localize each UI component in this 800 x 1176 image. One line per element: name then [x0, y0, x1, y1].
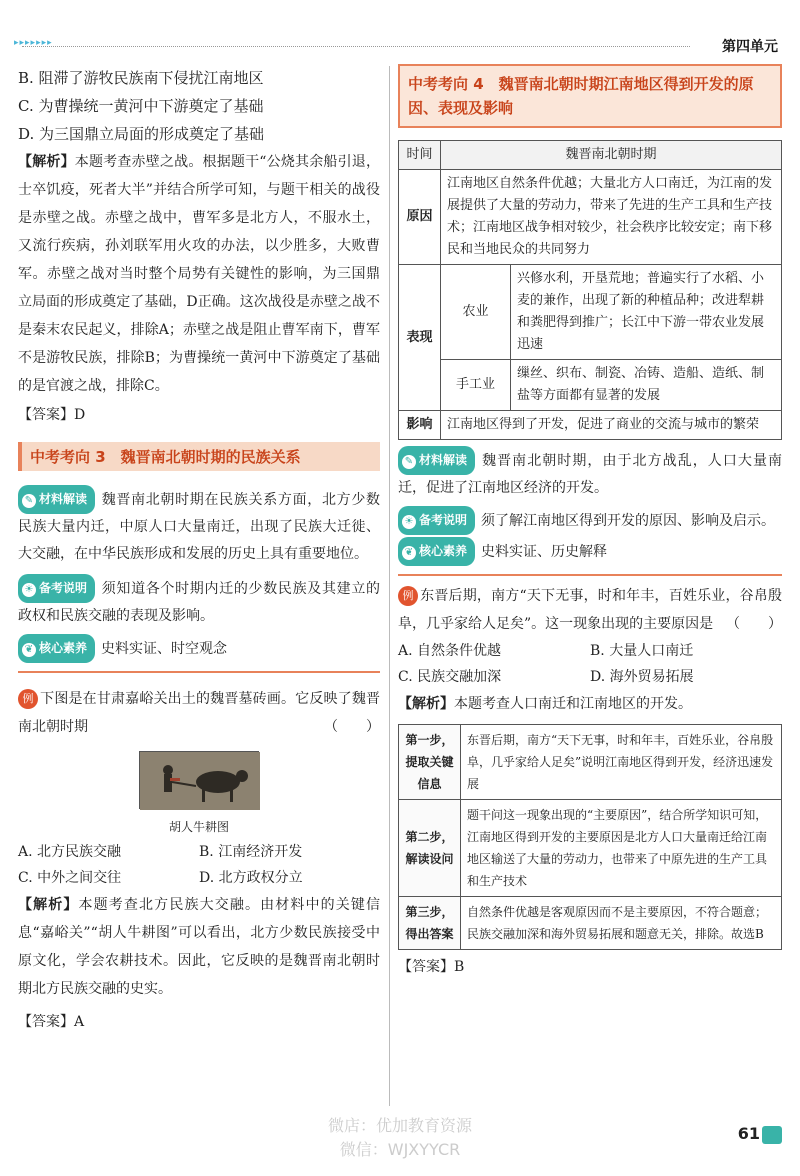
answer-4-value: B — [454, 959, 465, 975]
header-rule — [22, 46, 690, 47]
answer-1-label: 【答案】 — [18, 407, 74, 423]
example-question-3 — [18, 685, 380, 741]
answer-4 — [398, 956, 782, 976]
header-arrows: ▸▸▸▸▸▸▸ — [14, 38, 53, 48]
prep-pill-label: 备考说明 — [39, 581, 88, 595]
right-column — [398, 64, 782, 976]
step-row — [399, 725, 782, 800]
step-3-label: 第三步，得出答案 — [399, 897, 461, 950]
prev-option-c: C. 为曹操统一黄河中下游奠定了基础 — [18, 97, 264, 115]
material-pill-label: 材料解读 — [419, 453, 468, 467]
header-time: 时间 — [399, 141, 441, 170]
material-reading-4 — [398, 446, 782, 502]
step-row — [399, 800, 782, 897]
pen-icon: ✎ — [402, 455, 416, 469]
answer-1-value: D — [74, 407, 86, 423]
table-header-row — [399, 141, 782, 170]
leaf-icon: ❦ — [402, 546, 416, 560]
option-b: B. 江南经济开发 — [199, 844, 303, 860]
show-label: 表现 — [399, 265, 441, 411]
example-text: 东晋后期，南方“天下无事，时和年丰，百姓乐业，谷帛殷阜，几乎家给人足矣”。这一现象出现的主要原因是 — [398, 588, 782, 632]
step-2-text: 题干问这一现象出现的“主要原因”，结合所学知识可知，江南地区得到开发的主要原因是北方人口大量南迁给江南地区输送了大量的劳动力，也带来了中原先进的生产工具和生产技术 — [461, 800, 782, 897]
example-question-4 — [398, 582, 782, 638]
table-row-effect — [399, 411, 782, 440]
ox-plowing-image — [139, 751, 259, 809]
example-rule — [18, 671, 380, 673]
analysis-1 — [18, 148, 380, 400]
step-1-text: 东晋后期，南方“天下无事，时和年丰，百姓乐业，谷帛殷阜，几乎家给人足矣”说明江南地区得到开发，经济迅速发展 — [461, 725, 782, 800]
effect-label: 影响 — [399, 411, 441, 440]
material-pill — [18, 485, 95, 514]
agri-label: 农业 — [441, 265, 511, 360]
craft-label: 手工业 — [441, 360, 511, 411]
core-pill-label: 核心素养 — [39, 641, 88, 655]
analysis-2-label: 【解析】 — [18, 897, 79, 913]
answer-2 — [18, 1011, 380, 1031]
prep-note-3 — [18, 574, 380, 630]
core-pill — [18, 634, 95, 663]
material-text: 魏晋南北朝时期，由于北方战乱，人口大量南迁，促进了江南地区经济的开发。 — [398, 453, 782, 496]
example-badge: 例 — [398, 586, 418, 606]
answer-2-value: A — [74, 1014, 85, 1030]
header-period: 魏晋南北朝时期 — [441, 141, 782, 170]
lightbulb-icon: ☀ — [22, 583, 36, 597]
reason-text: 江南地区自然条件优越；大量北方人口南迁，为江南的发展提供了大量的劳动力，带来了先进的生产工具和生产技术；江南地区战争相对较少，社会秩序比较安定；南下移民和当地民众的共同努力 — [441, 170, 782, 265]
step-3-text: 自然条件优越是客观原因而不是主要原因，不符合题意；民族交融加深和海外贸易拓展和题意无关，排除。故选B — [461, 897, 782, 950]
core-pill-label: 核心素养 — [419, 544, 468, 558]
analysis-2 — [18, 891, 380, 1003]
material-text: 魏晋南北朝时期在民族关系方面，北方少数民族大量内迁，中原人口大量南迁，出现了民族大迁徙、大交融，在中华民族形成和发展的历史上具有重要地位。 — [18, 492, 380, 562]
prep-text: 须知道各个时期内迁的少数民族及其建立的政权和民族交融的表现及影响。 — [18, 581, 380, 624]
example-rule — [398, 574, 782, 576]
answer-paren: （ ） — [324, 719, 380, 735]
material-pill — [398, 446, 475, 475]
table-row-reason — [399, 170, 782, 265]
page-number: 61 — [737, 1124, 760, 1143]
prev-option-d: D. 为三国鼎立局面的形成奠定了基础 — [18, 125, 265, 143]
effect-text: 江南地区得到了开发，促进了商业的交流与城市的繁荣 — [441, 411, 782, 440]
figure-caption: 胡人牛耕图 — [168, 820, 229, 834]
example-text: 下图是在甘肃嘉峪关出土的魏晋墓砖画。它反映了魏晋南北朝时期 — [18, 691, 380, 735]
table-row-craft — [399, 360, 782, 411]
prev-option-b: B. 阻滞了游牧民族南下侵扰江南地区 — [18, 69, 264, 87]
analysis-1-label: 【解析】 — [18, 154, 75, 170]
reason-label: 原因 — [399, 170, 441, 265]
answer-1 — [18, 404, 380, 424]
answer-2-label: 【答案】 — [18, 1014, 74, 1030]
brick-painting-figure — [18, 751, 380, 835]
step-row — [399, 897, 782, 950]
material-pill-label: 材料解读 — [39, 492, 88, 506]
book-icon — [762, 1126, 782, 1144]
answer-4-label: 【答案】 — [398, 959, 454, 975]
leaf-icon: ❦ — [22, 643, 36, 657]
option-c: C. 民族交融加深 — [398, 669, 502, 685]
prep-text: 须了解江南地区得到开发的原因、影响及启示。 — [481, 513, 776, 529]
example-badge: 例 — [18, 689, 38, 709]
core-text: 史料实证、历史解释 — [481, 544, 608, 560]
unit-title: 第四单元 — [722, 39, 778, 55]
watermark-line-1: 微店：优加教育资源 — [327, 1116, 472, 1135]
option-c: C. 中外之间交往 — [18, 870, 122, 886]
pen-icon: ✎ — [22, 494, 36, 508]
topic-3-heading: 中考考向 3 魏晋南北朝时期的民族关系 — [18, 442, 380, 471]
development-table — [398, 140, 782, 440]
left-column — [18, 64, 380, 1031]
analysis-4 — [398, 690, 782, 718]
watermark — [300, 1114, 500, 1162]
analysis-4-text: 本题考查人口南迁和江南地区的开发。 — [454, 696, 692, 712]
prep-pill — [398, 506, 475, 535]
analysis-4-label: 【解析】 — [398, 696, 454, 712]
step-2-label: 第二步，解读设问 — [399, 800, 461, 897]
steps-table — [398, 724, 782, 950]
column-divider — [389, 66, 390, 1106]
step-1-label: 第一步，提取关键信息 — [399, 725, 461, 800]
craft-text: 缫丝、织布、制瓷、冶铸、造船、造纸、制盐等方面都有显著的发展 — [511, 360, 782, 411]
material-reading-3 — [18, 485, 380, 568]
option-a: A. 自然条件优越 — [398, 643, 502, 659]
answer-paren: （ ） — [726, 616, 782, 632]
core-pill — [398, 537, 475, 566]
watermark-line-2: 微信：WJXYYCR — [339, 1140, 461, 1159]
options-3 — [18, 839, 380, 891]
ox-plowing-drawing — [140, 752, 260, 810]
table-row-agriculture — [399, 265, 782, 360]
prep-pill — [18, 574, 95, 603]
core-literacy-3 — [18, 634, 380, 663]
option-b: B. 大量人口南迁 — [590, 643, 694, 659]
topic-4-heading: 中考考向 4 魏晋南北朝时期江南地区得到开发的原因、表现及影响 — [398, 64, 782, 128]
prep-note-4 — [398, 506, 782, 535]
lightbulb-icon: ☀ — [402, 515, 416, 529]
option-d: D. 北方政权分立 — [199, 870, 303, 886]
analysis-2-text: 本题考查北方民族大交融。由材料中的关键信息“嘉峪关”“胡人牛耕图”可以看出，北方少数民族接受中原文化，学会农耕技术。因此，它反映的是魏晋南北朝时期北方民族交融的史实。 — [18, 897, 381, 997]
prep-pill-label: 备考说明 — [419, 513, 468, 527]
core-literacy-4 — [398, 537, 782, 566]
core-text: 史料实证、时空观念 — [101, 641, 228, 657]
option-d: D. 海外贸易拓展 — [590, 669, 694, 685]
agri-text: 兴修水利，开垦荒地；普遍实行了水稻、小麦的兼作，出现了新的种植品种；改进犁耕和粪肥得到推广；长江中下游一带农业发展迅速 — [511, 265, 782, 360]
options-4 — [398, 638, 782, 690]
analysis-1-text: 本题考查赤壁之战。根据题干“公烧其余船引退，士卒饥疫，死者大半”并结合所学可知，与题干相关的战役是赤壁之战。赤壁之战中，曹军多是北方人，不服水土，又流行疾病，孙刘联军用火攻的办法，以少胜多，大败曹军。赤壁之战对当时整个局势有关键性的影响，为三国鼎立局面的形成奠定了基础，D正确。这次战役是赤壁之战不是秦末农民起义，排除A；赤壁之战是阻止曹军南下，曹军不是游牧民族，排除B；为曹操统一黄河中下游奠定了基础的是官渡之战，排除C。 — [18, 154, 381, 394]
option-a: A. 北方民族交融 — [18, 844, 122, 860]
